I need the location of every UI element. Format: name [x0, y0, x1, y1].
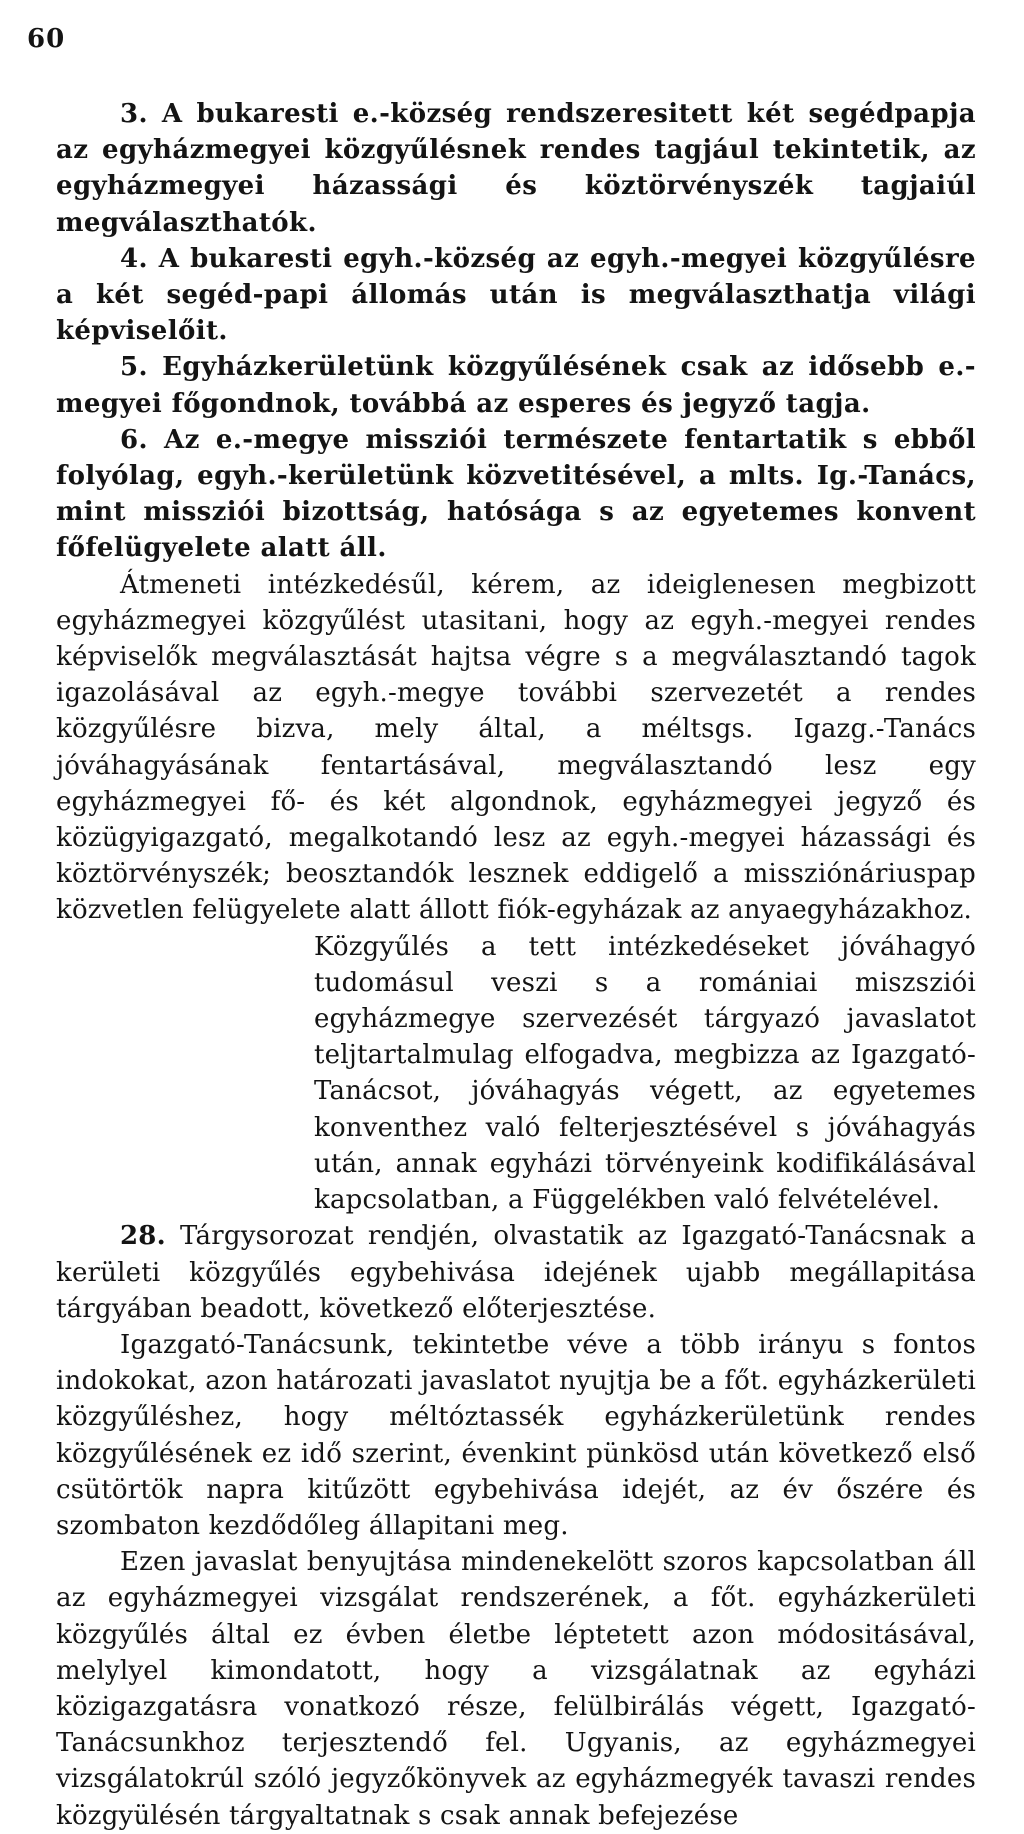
paragraph-item-3: 3. A bukaresti e.-község rendszeresitett két segédpapja az egyházmegyei közgyűlésnek rendes tagjául tekintetik, az egyházmegyei házassági és köztörvényszék tagjaiúl megválaszthatók.: [56, 99, 976, 238]
page-number: 60: [27, 24, 66, 54]
paragraph-item-4: 4. A bukaresti egyh.-község az egyh.-megyei közgyűlésre a két segéd-papi állomás után is megválaszthatja világi képviselőit.: [56, 243, 976, 347]
paragraph-item-5: 5. Egyházkerületünk közgyűlésének csak az idősebb e.-megyei főgondnok, továbbá az esperes és jegyző tagja.: [56, 352, 976, 419]
paragraph-board-proposal: Igazgató-Tanácsunk, tekintetbe véve a több irányu s fontos indokokat, azon határozati javaslatot nyujtja be a főt. egyházkerületi közgyűléshez, hogy méltóztassék egyházkerületünk rendes közgyűlésének ez idő szerint, évenkint pünkösd után következő első csütörtök napra kitűzött egybehivása idejét, az év őszére és szombaton kezdődőleg állapitani meg.: [56, 1329, 976, 1541]
paragraph-item-6: 6. Az e.-megye missziói természete fentartatik s ebből folyólag, egyh.-kerületünk közvetitésével, a mlts. Ig.-Tanács, mint missziói bizottság, hatósága s az egyetemes konvent főfelügyelete alatt áll.: [56, 424, 976, 564]
body-text: [56, 96, 976, 1834]
item-28-text: Tárgysorozat rendjén, olvastatik az Igazgató-Tanácsnak a kerületi közgyűlés egybehivása idejének ujabb megállapitása tárgyában beadott, következő előterjesztése.: [56, 1221, 976, 1324]
item-number-28: 28.: [120, 1221, 166, 1252]
paragraph-proposal-rationale: Ezen javaslat benyujtása mindenekelött szoros kapcsolatban áll az egyházmegyei vizsgálat rendszerének, a főt. egyházkerületi közgyűlés által ez évben életbe léptetett azon módositásával, melylyel kimondatott, hogy a vizsgálatnak az egyházi közigazgatásra vonatkozó része, felülbirálás végett, Igazgató-Tanácsunkhoz terjesztendő fel. Ugyanis, az egyházmegyei vizsgálatokrúl szóló jegyzőkönyvek az egyházmegyék tavaszi rendes közgyülésén tárgyaltatnak s csak annak befejezése: [56, 1547, 976, 1831]
paragraph-item-28: [56, 1218, 976, 1327]
paragraph-transitional-measures: Átmeneti intézkedésűl, kérem, az ideiglenesen megbizott egyházmegyei közgyűlést utasitani, hogy az egyh.-megyei rendes képviselők megválasztását hajtsa végre s a megválasztandó tagok igazolásával az egyh.-megye további szervezetét a rendes közgyűlésre bizva, mely által, a méltsgs. Igazg.-Tanács jóváhagyásának fentartásával, megválasztandó lesz egy egyházmegyei fő- és két algondnok, egyházmegyei jegyző és közügyigazgató, megalkotandó lesz az egyh.-megyei házassági és köztörvényszék; beosztandók lesznek eddigelő a missziónáriuspap közvetlen felügyelete alatt állott fiók-egyházak az anyaegyházakhoz.: [56, 569, 976, 926]
paragraph-assembly-resolution: Közgyűlés a tett intézkedéseket jóváhagyó tudomásul veszi s a romániai miszsziói egyházmegye szervezését tárgyazó javaslatot teljtartalmulag elfogadva, megbizza az Igazgató-Tanácsot, jóváhagyás végett, az egyetemes konventhez való felterjesztésével s jóváhagyás után, annak egyházi törvényeink kodifikálásával kapcsolatban, a Függelékben való felvételével.: [314, 931, 976, 1216]
